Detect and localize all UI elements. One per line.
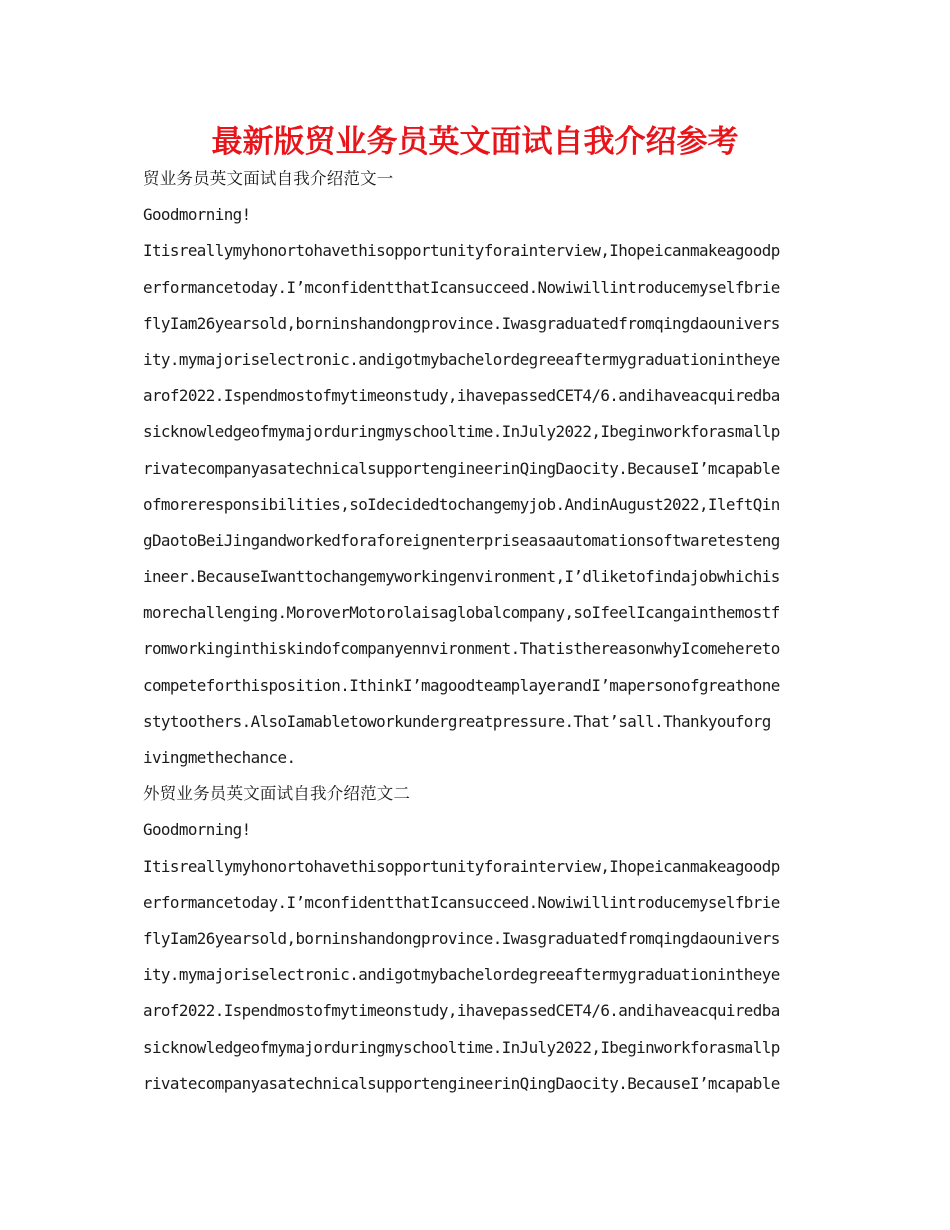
paragraph-line: ivingmethechance.: [143, 748, 296, 767]
paragraph-line: sicknowledgeofmymajorduringmyschooltime.InJuly2022,Ibeginworkforasmallp: [143, 1037, 780, 1057]
paragraph-line: arof2022.Ispendmostofmytimeonstudy,ihavepassedCET4/6.andihaveacquiredba: [143, 1001, 780, 1021]
paragraph-line: romworkinginthiskindofcompanyennvironment.ThatisthereasonwhyIcomehereto: [143, 639, 780, 659]
paragraph-line: rivatecompanyasatechnicalsupportengineerinQingDaocity.BecauseI’mcapable: [143, 458, 780, 478]
paragraph-line: stytoothers.AlsoIamabletoworkundergreatpressure.That’sall.Thankyouforg: [143, 711, 771, 731]
paragraph-line: ity.mymajoriselectronic.andigotmybachelordegreeaftermygraduationintheye: [143, 349, 780, 369]
paragraph-line: ineer.BecauseIwanttochangemyworkingenvironment,I’dliketofindajobwhichis: [143, 567, 780, 587]
paragraph-line: ity.mymajoriselectronic.andigotmybachelordegreeaftermygraduationintheye: [143, 965, 780, 985]
paragraph-line: erformancetoday.I’mconfidentthatIcansucceed.Nowiwillintroducemyselfbrie: [143, 277, 780, 297]
paragraph-line: flyIam26yearsold,borninshandongprovince.Iwasgraduatedfromqingdaounivers: [143, 928, 780, 948]
paragraph-line: Goodmorning!: [143, 820, 251, 840]
paragraph-line: Goodmorning!: [143, 205, 251, 225]
paragraph-line: Itisreallymyhonortohavethisopportunityforainterview,Ihopeicanmakeagoodp: [143, 241, 780, 261]
paragraph-line: morechallenging.MoroverMotorolaisaglobalcompany,soIfeelIcangainthemostf: [143, 603, 780, 623]
paragraph-line: gDaotoBeiJingandworkedforaforeignenterpriseasaautomationsoftwaretesteng: [143, 530, 780, 550]
paragraph-line: sicknowledgeofmymajorduringmyschooltime.InJuly2022,Ibeginworkforasmallp: [143, 422, 780, 442]
document-title: 最新版贸业务员英文面试自我介绍参考: [211, 124, 739, 160]
section-heading: 贸业务员英文面试自我介绍范文一: [143, 169, 394, 188]
paragraph-line: rivatecompanyasatechnicalsupportengineerinQingDaocity.BecauseI’mcapable: [143, 1073, 780, 1093]
paragraph-line: erformancetoday.I’mconfidentthatIcansucceed.Nowiwillintroducemyselfbrie: [143, 892, 780, 912]
paragraph-line: ofmoreresponsibilities,soIdecidedtochangemyjob.AndinAugust2022,IleftQin: [143, 494, 780, 514]
paragraph-line: Itisreallymyhonortohavethisopportunityforainterview,Ihopeicanmakeagoodp: [143, 856, 780, 876]
section-heading: 外贸业务员英文面试自我介绍范文二: [143, 784, 411, 804]
paragraph-line: flyIam26yearsold,borninshandongprovince.Iwasgraduatedfromqingdaounivers: [143, 313, 780, 333]
paragraph-line: competeforthisposition.IthinkI’magoodteamplayerandI’mapersonofgreathone: [143, 675, 780, 695]
document-body: [143, 161, 807, 1102]
paragraph-line: arof2022.Ispendmostofmytimeonstudy,ihavepassedCET4/6.andihaveacquiredba: [143, 386, 780, 406]
